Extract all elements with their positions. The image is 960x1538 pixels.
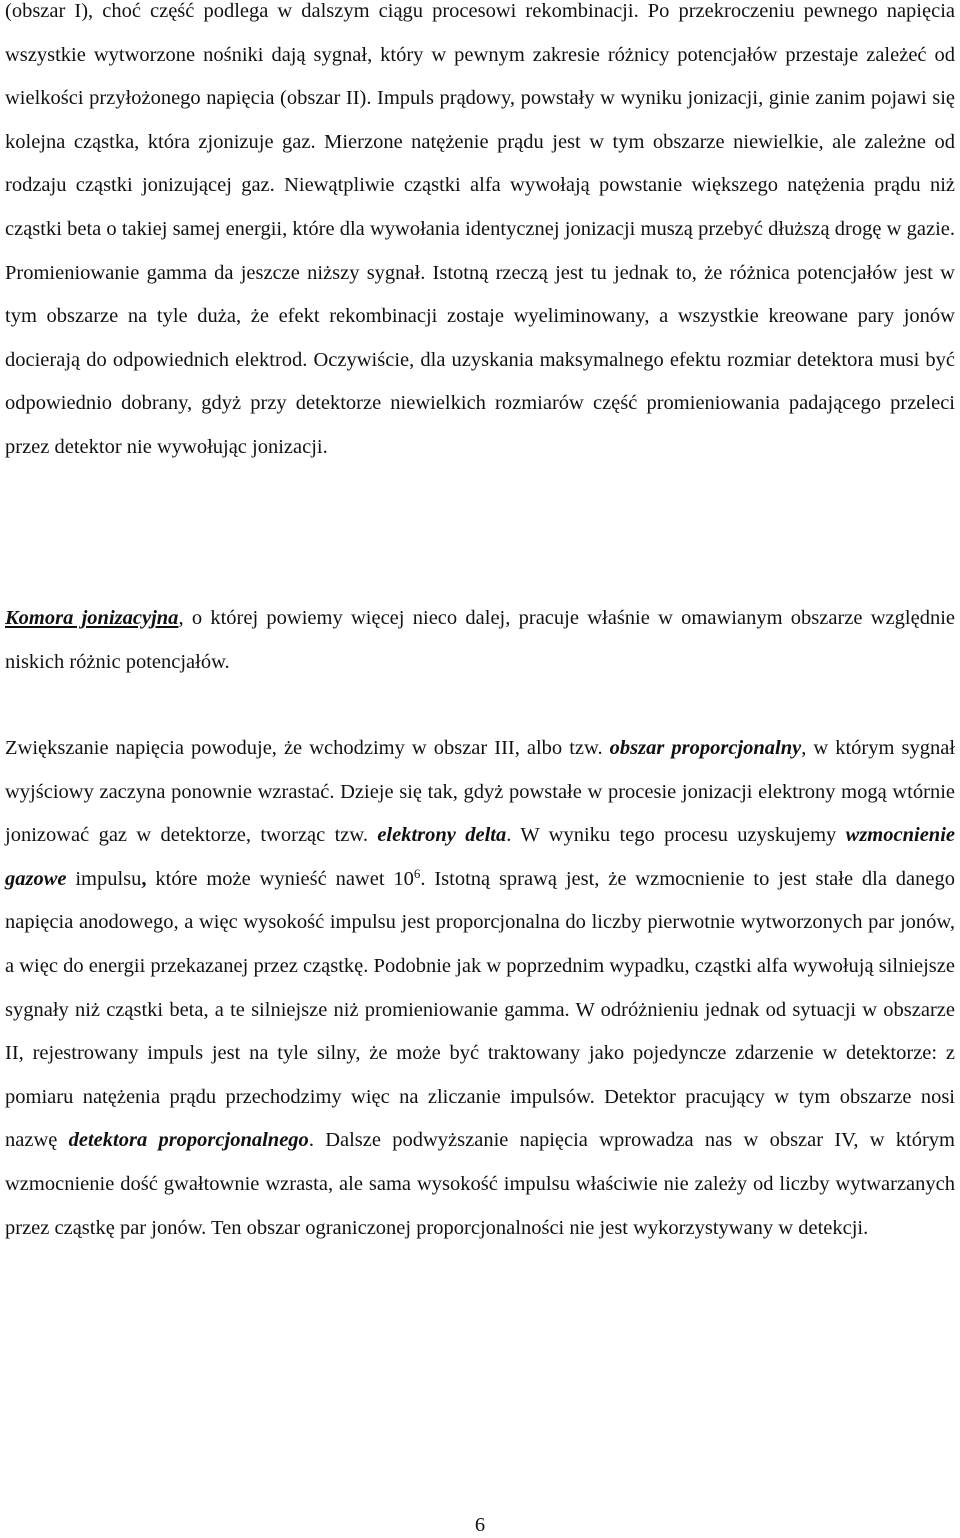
term-gas-amplification: wzmocnienie gazowe	[5, 824, 955, 890]
exponent: 6	[413, 865, 421, 881]
paragraph-text: Zwiększanie napięcia powoduje, że wchodzimy w obszar III, albo tzw.	[5, 737, 610, 759]
paragraph-text: . W wyniku tego procesu uzyskujemy	[506, 824, 846, 847]
paragraph-text: , o której powiemy więcej nieco dalej, pracuje właśnie w omawianym obszarze względnie niskich różnic potencjałów.	[5, 607, 955, 673]
bold-comma: ,	[141, 867, 147, 890]
term-proportional-region: obszar proporcjonalny	[609, 737, 802, 759]
paragraph-proportional-region	[5, 727, 955, 1250]
term-delta-electrons: elektrony delta	[377, 824, 507, 847]
paragraph-text: , w którym sygnał wyjściowy zaczyna ponownie wzrastać. Dzieje się tak, gdyż powstałe w procesie jonizacji elektrony mogą wtórnie jonizować gaz w detektorze, tworząc tzw.	[5, 737, 956, 847]
term-proportional-detector: detektora proporcjonalnego	[68, 1129, 309, 1152]
paragraph-text: . Dalsze podwyższanie napięcia wprowadza nas w obszar IV, w którym wzmocnienie dość gwałtownie wzrasta, ale sama wysokość impulsu właściwie nie zależy od liczby wytwarzanych przez cząstkę par jonów. Ten obszar ograniczonej proporcjonalności nie jest wykorzystywany w detekcji.	[5, 1129, 956, 1239]
page-number: 6	[474, 1514, 486, 1536]
paragraph-text: . Istotną sprawą jest, że wzmocnienie to jest stałe dla danego napięcia anodowego, a więc wysokość impulsu jest proporcjonalna do liczby pierwotnie wytworzonych par jonów, a więc do energii przekazanej przez cząstkę. Podobnie jak w poprzednim wypadku, cząstki alfa wywołują silniejsze sygnały niż cząstki beta, a te silniejsze niż promieniowanie gamma. W odróżnieniu jednak od sytuacji w obszarze II, rejestrowany impuls jest na tyle silny, że może być traktowany jako pojedyncze zdarzenie w detektorze: z pomiaru natężenia prądu przechodzimy więc na zliczanie impulsów. Detektor pracujący w tym obszarze nosi nazwę	[5, 867, 955, 1152]
paragraph-ionization-chamber	[5, 597, 955, 684]
paragraph-ionization-regions: (obszar I), choć część podlega w dalszym ciągu procesowi rekombinacji. Po przekroczeniu pewnego napięcia wszystkie wytworzone nośniki dają sygnał, który w pewnym zakresie różnicy potencjałów przestaje zależeć od wielkości przyłożonego napięcia (obszar II). Impuls prądowy, powstały w wyniku jonizacji, ginie zanim pojawi się kolejna cząstka, która zjonizuje gaz. Mierzone natężenie prądu jest w tym obszarze niewielkie, ale zależne od rodzaju cząstki jonizującej gaz. Niewątpliwie cząstki alfa wywołają powstanie większego natężenia prądu niż cząstki beta o takiej samej energii, które dla wywołania identycznej jonizacji muszą przebyć dłuższą drogę w gazie. Promieniowanie gamma da jeszcze niższy sygnał. Istotną rzeczą jest tu jednak to, że różnica potencjałów jest w tym obszarze na tyle duża, że efekt rekombinacji zostaje wyeliminowany, a wszystkie kreowane pary jonów docierają do odpowiednich elektrod. Oczywiście, dla uzyskania maksymalnego efektu rozmiar detektora musi być odpowiednio dobrany, gdyż przy detektorze niewielkich rozmiarów część promieniowania padającego przeleci przez detektor nie wywołując jonizacji.	[5, 0, 955, 458]
term-ionization-chamber: Komora jonizacyjna	[5, 607, 179, 629]
paragraph-text: impulsu	[66, 867, 142, 890]
paragraph-text: które może wynieść nawet 10	[146, 867, 414, 890]
